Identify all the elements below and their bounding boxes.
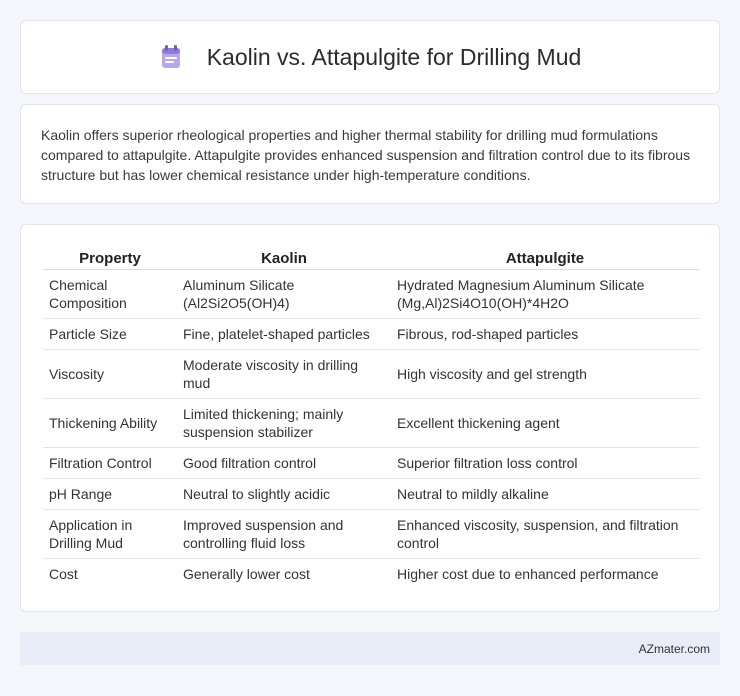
summary-text: Kaolin offers superior rheological properties and higher thermal stability for drilling mud formulations compared to attapulgite. Attapulgite provides enhanced suspension and filtration control due to its fibrous structure but has lower chemical resistance under high-temperature conditions. [41, 127, 691, 183]
cell-property: Cost [49, 565, 78, 582]
cell-kaolin: Improved suspension and controlling fluid loss [177, 509, 391, 558]
cell-kaolin: Aluminum Silicate (Al2Si2O5(OH)4) [177, 269, 391, 318]
cell-attapulgite: Hydrated Magnesium Aluminum Silicate (Mg,Al)2Si4O10(OH)*4H2O [391, 269, 699, 318]
cell-property: Viscosity [43, 349, 177, 398]
title-card [20, 20, 720, 94]
cell-kaolin: Limited thickening; mainly suspension stabilizer [177, 398, 391, 447]
cell-attapulgite: Excellent thickening agent [391, 398, 699, 447]
title-text: Kaolin vs. Attapulgite for Drilling Mud [206, 43, 582, 70]
cell-kaolin: Generally lower cost [183, 565, 310, 582]
cell-kaolin: Good filtration control [177, 447, 391, 478]
footer-brand[interactable]: AZmater.com [638, 641, 710, 656]
table-row [43, 349, 699, 398]
summary-card [20, 104, 720, 204]
table-row [43, 318, 699, 349]
cell-property: Application in Drilling Mud [43, 509, 177, 558]
header-kaolin: Kaolin [177, 245, 391, 269]
cell-attapulgite: Neutral to mildly alkaline [391, 478, 699, 509]
cell-property: pH Range [43, 478, 177, 509]
cell-attapulgite: Enhanced viscosity, suspension, and filtration control [391, 509, 699, 558]
cell-property: Thickening Ability [43, 398, 177, 447]
table-row [43, 269, 699, 318]
cell-attapulgite: Higher cost due to enhanced performance [397, 565, 659, 582]
comparison-table [43, 245, 699, 589]
table-row [43, 509, 699, 558]
cell-attapulgite: Fibrous, rod-shaped particles [391, 318, 699, 349]
cell-kaolin: Neutral to slightly acidic [177, 478, 391, 509]
table-row [43, 478, 699, 509]
table-row [43, 447, 699, 478]
cell-property: Particle Size [43, 318, 177, 349]
cell-kaolin: Moderate viscosity in drilling mud [177, 349, 391, 398]
cell-attapulgite: High viscosity and gel strength [391, 349, 699, 398]
page-title [159, 44, 582, 71]
table-header-row [43, 245, 699, 269]
footer [20, 632, 720, 665]
cell-attapulgite: Superior filtration loss control [391, 447, 699, 478]
header-property: Property [43, 245, 177, 269]
cell-property: Filtration Control [43, 447, 177, 478]
header-attapulgite: Attapulgite [391, 245, 699, 269]
cell-property: Chemical Composition [43, 269, 177, 318]
cell-kaolin: Fine, platelet-shaped particles [177, 318, 391, 349]
table-row [43, 398, 699, 447]
document-icon [159, 44, 183, 70]
comparison-table-card [20, 224, 720, 612]
table-row [43, 558, 699, 589]
